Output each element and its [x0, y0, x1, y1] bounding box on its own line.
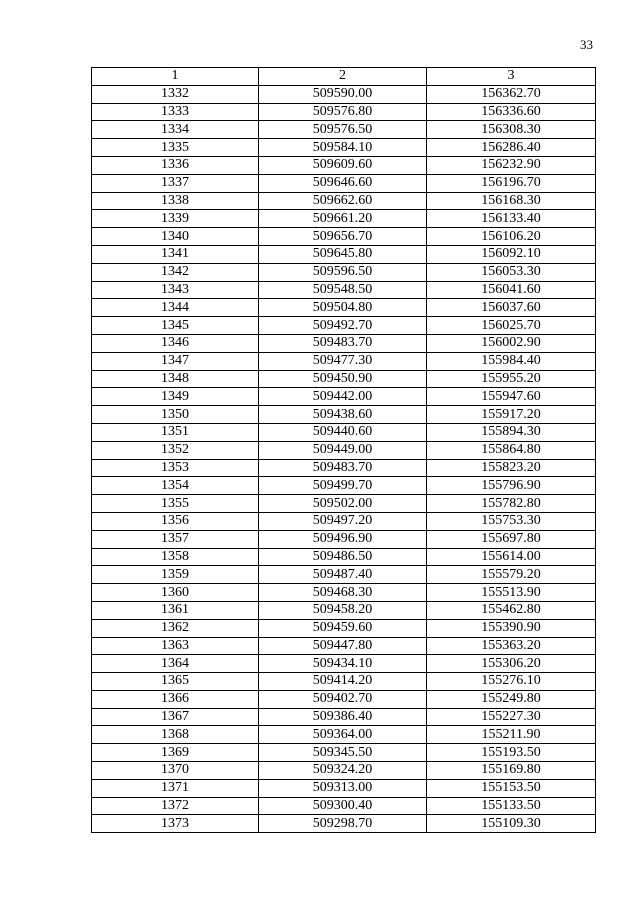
- table-header: [92, 68, 596, 86]
- x-coordinate-cell: 509313.00: [259, 779, 427, 797]
- y-coordinate-cell: 155697.80: [427, 530, 596, 548]
- column-header-1: 1: [92, 68, 259, 86]
- table-row: [92, 637, 596, 655]
- y-coordinate-cell: 155306.20: [427, 655, 596, 673]
- y-coordinate-cell: 156196.70: [427, 174, 596, 192]
- table-row: [92, 352, 596, 370]
- y-coordinate-cell: 155133.50: [427, 797, 596, 815]
- x-coordinate-cell: 509590.00: [259, 85, 427, 103]
- y-coordinate-cell: 155753.30: [427, 512, 596, 530]
- x-coordinate-cell: 509646.60: [259, 174, 427, 192]
- table-row: [92, 85, 596, 103]
- table-row: [92, 388, 596, 406]
- x-coordinate-cell: 509468.30: [259, 584, 427, 602]
- point-number-cell: 1367: [92, 708, 259, 726]
- x-coordinate-cell: 509438.60: [259, 406, 427, 424]
- x-coordinate-cell: 509364.00: [259, 726, 427, 744]
- table-row: [92, 762, 596, 780]
- point-number-cell: 1358: [92, 548, 259, 566]
- x-coordinate-cell: 509645.80: [259, 245, 427, 263]
- table-row: [92, 228, 596, 246]
- point-number-cell: 1350: [92, 406, 259, 424]
- point-number-cell: 1333: [92, 103, 259, 121]
- point-number-cell: 1353: [92, 459, 259, 477]
- table-row: [92, 441, 596, 459]
- point-number-cell: 1363: [92, 637, 259, 655]
- y-coordinate-cell: 155917.20: [427, 406, 596, 424]
- x-coordinate-cell: 509596.50: [259, 263, 427, 281]
- table-row: [92, 566, 596, 584]
- point-number-cell: 1369: [92, 744, 259, 762]
- y-coordinate-cell: 155211.90: [427, 726, 596, 744]
- table-row: [92, 192, 596, 210]
- y-coordinate-cell: 155984.40: [427, 352, 596, 370]
- point-number-cell: 1371: [92, 779, 259, 797]
- x-coordinate-cell: 509492.70: [259, 317, 427, 335]
- y-coordinate-cell: 155249.80: [427, 690, 596, 708]
- point-number-cell: 1361: [92, 601, 259, 619]
- x-coordinate-cell: 509440.60: [259, 423, 427, 441]
- y-coordinate-cell: 155109.30: [427, 815, 596, 833]
- y-coordinate-cell: 156053.30: [427, 263, 596, 281]
- x-coordinate-cell: 509345.50: [259, 744, 427, 762]
- header-row: [92, 68, 596, 86]
- point-number-cell: 1364: [92, 655, 259, 673]
- y-coordinate-cell: 155579.20: [427, 566, 596, 584]
- table-row: [92, 601, 596, 619]
- x-coordinate-cell: 509298.70: [259, 815, 427, 833]
- y-coordinate-cell: 156168.30: [427, 192, 596, 210]
- y-coordinate-cell: 156362.70: [427, 85, 596, 103]
- point-number-cell: 1372: [92, 797, 259, 815]
- table-row: [92, 121, 596, 139]
- y-coordinate-cell: 155153.50: [427, 779, 596, 797]
- x-coordinate-cell: 509442.00: [259, 388, 427, 406]
- table-row: [92, 744, 596, 762]
- x-coordinate-cell: 509483.70: [259, 334, 427, 352]
- x-coordinate-cell: 509504.80: [259, 299, 427, 317]
- point-number-cell: 1341: [92, 245, 259, 263]
- point-number-cell: 1349: [92, 388, 259, 406]
- y-coordinate-cell: 155782.80: [427, 495, 596, 513]
- point-number-cell: 1366: [92, 690, 259, 708]
- y-coordinate-cell: 155864.80: [427, 441, 596, 459]
- point-number-cell: 1332: [92, 85, 259, 103]
- x-coordinate-cell: 509502.00: [259, 495, 427, 513]
- x-coordinate-cell: 509576.50: [259, 121, 427, 139]
- table-row: [92, 708, 596, 726]
- table-row: [92, 655, 596, 673]
- table-row: [92, 690, 596, 708]
- point-number-cell: 1340: [92, 228, 259, 246]
- y-coordinate-cell: 155894.30: [427, 423, 596, 441]
- point-number-cell: 1335: [92, 139, 259, 157]
- x-coordinate-cell: 509324.20: [259, 762, 427, 780]
- x-coordinate-cell: 509609.60: [259, 156, 427, 174]
- point-number-cell: 1345: [92, 317, 259, 335]
- x-coordinate-cell: 509661.20: [259, 210, 427, 228]
- y-coordinate-cell: 155363.20: [427, 637, 596, 655]
- y-coordinate-cell: 156133.40: [427, 210, 596, 228]
- point-number-cell: 1346: [92, 334, 259, 352]
- y-coordinate-cell: 155823.20: [427, 459, 596, 477]
- table-row: [92, 726, 596, 744]
- point-number-cell: 1370: [92, 762, 259, 780]
- x-coordinate-cell: 509662.60: [259, 192, 427, 210]
- page-number: 33: [580, 37, 593, 52]
- point-number-cell: 1359: [92, 566, 259, 584]
- column-header-3: 3: [427, 68, 596, 86]
- table-row: [92, 210, 596, 228]
- y-coordinate-cell: 156041.60: [427, 281, 596, 299]
- x-coordinate-cell: 509300.40: [259, 797, 427, 815]
- y-coordinate-cell: 155193.50: [427, 744, 596, 762]
- y-coordinate-cell: 155796.90: [427, 477, 596, 495]
- table-row: [92, 281, 596, 299]
- table-row: [92, 156, 596, 174]
- table-row: [92, 459, 596, 477]
- table-row: [92, 495, 596, 513]
- column-header-2: 2: [259, 68, 427, 86]
- point-number-cell: 1337: [92, 174, 259, 192]
- point-number-cell: 1356: [92, 512, 259, 530]
- point-number-cell: 1348: [92, 370, 259, 388]
- x-coordinate-cell: 509548.50: [259, 281, 427, 299]
- table-row: [92, 245, 596, 263]
- y-coordinate-cell: 156106.20: [427, 228, 596, 246]
- y-coordinate-cell: 156286.40: [427, 139, 596, 157]
- point-number-cell: 1351: [92, 423, 259, 441]
- table-row: [92, 797, 596, 815]
- table-row: [92, 779, 596, 797]
- y-coordinate-cell: 155169.80: [427, 762, 596, 780]
- point-number-cell: 1343: [92, 281, 259, 299]
- x-coordinate-cell: 509434.10: [259, 655, 427, 673]
- table-row: [92, 477, 596, 495]
- point-number-cell: 1338: [92, 192, 259, 210]
- table-row: [92, 103, 596, 121]
- y-coordinate-cell: 156025.70: [427, 317, 596, 335]
- point-number-cell: 1357: [92, 530, 259, 548]
- point-number-cell: 1373: [92, 815, 259, 833]
- x-coordinate-cell: 509450.90: [259, 370, 427, 388]
- x-coordinate-cell: 509576.80: [259, 103, 427, 121]
- y-coordinate-cell: 155947.60: [427, 388, 596, 406]
- point-number-cell: 1342: [92, 263, 259, 281]
- x-coordinate-cell: 509386.40: [259, 708, 427, 726]
- table-row: [92, 584, 596, 602]
- y-coordinate-cell: 156308.30: [427, 121, 596, 139]
- y-coordinate-cell: 155614.00: [427, 548, 596, 566]
- x-coordinate-cell: 509402.70: [259, 690, 427, 708]
- point-number-cell: 1362: [92, 619, 259, 637]
- x-coordinate-cell: 509414.20: [259, 673, 427, 691]
- point-number-cell: 1365: [92, 673, 259, 691]
- table-row: [92, 174, 596, 192]
- point-number-cell: 1352: [92, 441, 259, 459]
- y-coordinate-cell: 156037.60: [427, 299, 596, 317]
- x-coordinate-cell: 509497.20: [259, 512, 427, 530]
- coordinates-table: [91, 67, 596, 833]
- table-row: [92, 619, 596, 637]
- table-row: [92, 423, 596, 441]
- point-number-cell: 1344: [92, 299, 259, 317]
- x-coordinate-cell: 509449.00: [259, 441, 427, 459]
- y-coordinate-cell: 156336.60: [427, 103, 596, 121]
- table-row: [92, 299, 596, 317]
- table-body: [92, 85, 596, 832]
- point-number-cell: 1336: [92, 156, 259, 174]
- x-coordinate-cell: 509447.80: [259, 637, 427, 655]
- x-coordinate-cell: 509458.20: [259, 601, 427, 619]
- x-coordinate-cell: 509496.90: [259, 530, 427, 548]
- table-row: [92, 815, 596, 833]
- table-row: [92, 334, 596, 352]
- table-row: [92, 512, 596, 530]
- x-coordinate-cell: 509656.70: [259, 228, 427, 246]
- y-coordinate-cell: 155955.20: [427, 370, 596, 388]
- table-row: [92, 139, 596, 157]
- point-number-cell: 1347: [92, 352, 259, 370]
- table-row: [92, 263, 596, 281]
- point-number-cell: 1355: [92, 495, 259, 513]
- y-coordinate-cell: 156092.10: [427, 245, 596, 263]
- table-row: [92, 406, 596, 424]
- x-coordinate-cell: 509487.40: [259, 566, 427, 584]
- table-row: [92, 673, 596, 691]
- x-coordinate-cell: 509459.60: [259, 619, 427, 637]
- y-coordinate-cell: 155462.80: [427, 601, 596, 619]
- table-row: [92, 530, 596, 548]
- point-number-cell: 1339: [92, 210, 259, 228]
- y-coordinate-cell: 155390.90: [427, 619, 596, 637]
- x-coordinate-cell: 509499.70: [259, 477, 427, 495]
- point-number-cell: 1354: [92, 477, 259, 495]
- table-row: [92, 548, 596, 566]
- table-row: [92, 370, 596, 388]
- x-coordinate-cell: 509477.30: [259, 352, 427, 370]
- y-coordinate-cell: 155227.30: [427, 708, 596, 726]
- point-number-cell: 1334: [92, 121, 259, 139]
- y-coordinate-cell: 156232.90: [427, 156, 596, 174]
- y-coordinate-cell: 155513.90: [427, 584, 596, 602]
- x-coordinate-cell: 509486.50: [259, 548, 427, 566]
- x-coordinate-cell: 509584.10: [259, 139, 427, 157]
- point-number-cell: 1360: [92, 584, 259, 602]
- table-row: [92, 317, 596, 335]
- point-number-cell: 1368: [92, 726, 259, 744]
- y-coordinate-cell: 156002.90: [427, 334, 596, 352]
- x-coordinate-cell: 509483.70: [259, 459, 427, 477]
- y-coordinate-cell: 155276.10: [427, 673, 596, 691]
